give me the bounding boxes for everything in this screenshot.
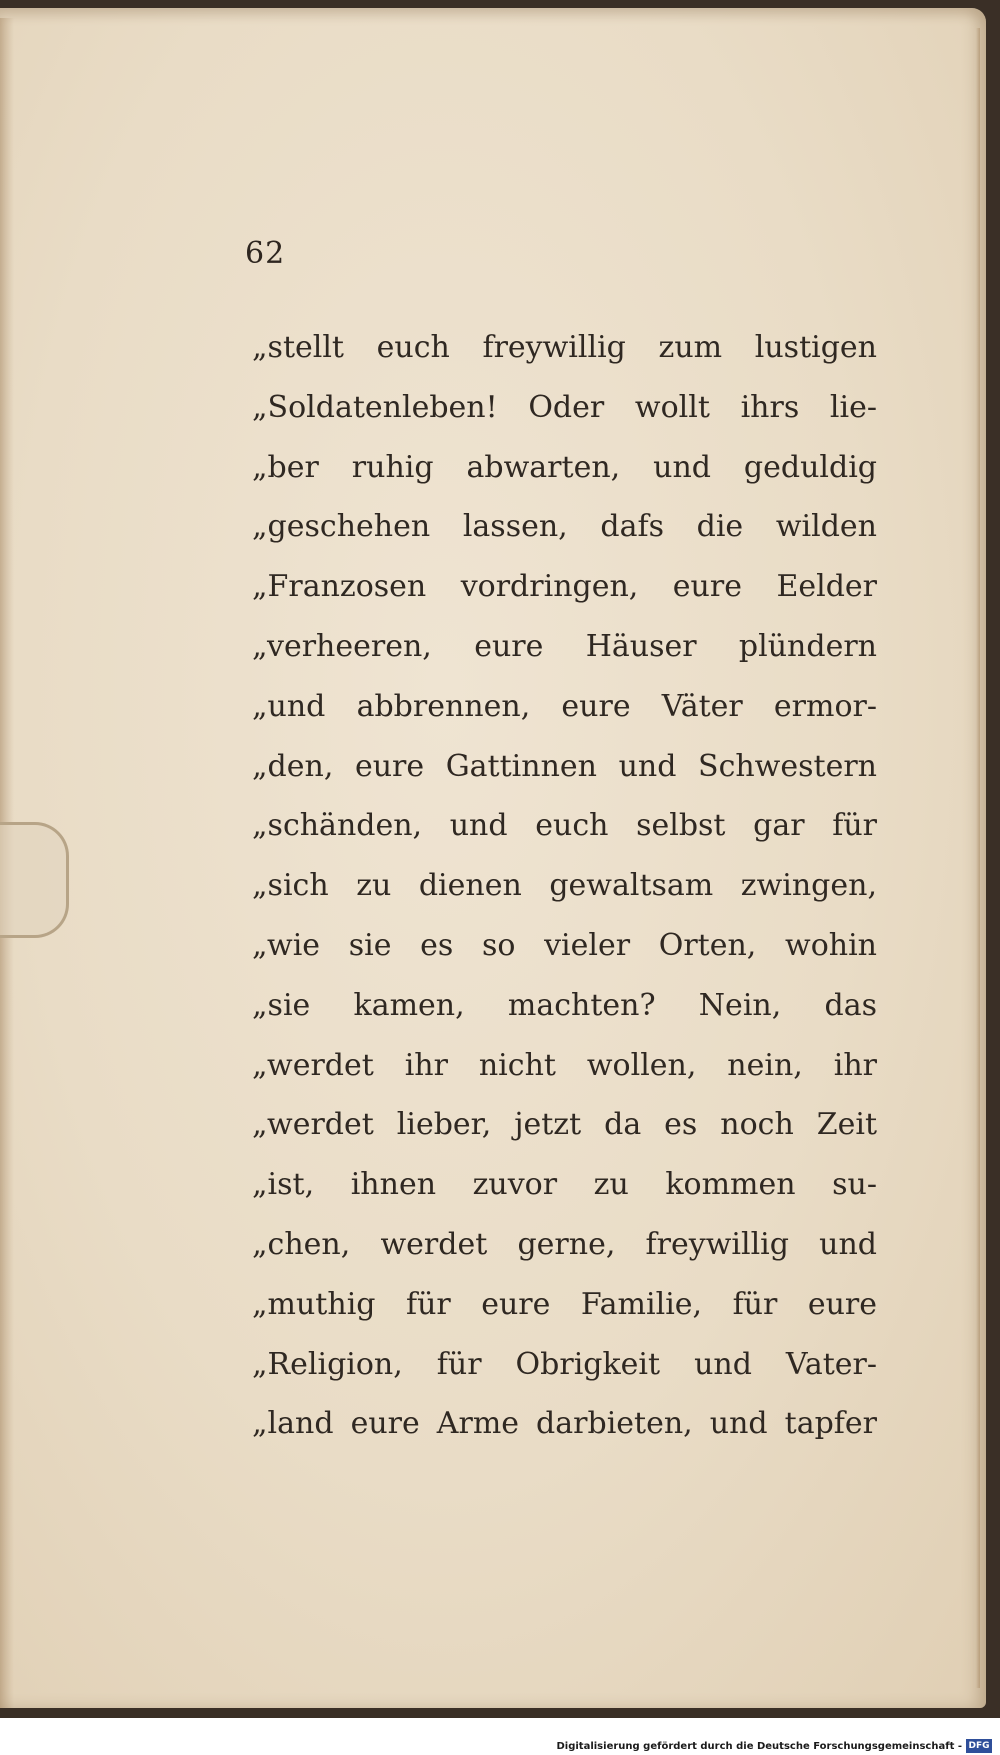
page-number: 62 [245, 236, 286, 271]
text-line: „ist, ihnen zuvor zu kommen su- [252, 1167, 877, 1203]
text-line: „Soldatenleben! Oder wollt ihrs lie- [252, 389, 877, 425]
text-line: „stellt euch freywillig zum lustigen [252, 330, 877, 365]
text-line: „Religion, für Obrigkeit und Vater- [252, 1346, 877, 1382]
text-line: „Franzosen vordringen, eure Eelder [252, 569, 877, 605]
body-text [252, 318, 877, 1454]
text-line: „wie sie es so vieler Orten, wohin [252, 927, 877, 963]
text-line: „werdet ihr nicht wollen, nein, ihr [252, 1047, 877, 1083]
page-edge [976, 28, 980, 1688]
clip-mark [0, 822, 69, 938]
text-line: „chen, werdet gerne, freywillig und [252, 1226, 877, 1262]
text-line: „sie kamen, machten? Nein, das [252, 987, 877, 1023]
text-line: „und abbrennen, eure Väter ermor- [252, 688, 877, 724]
text-line: „ber ruhig abwarten, und geduldig [252, 449, 877, 485]
text-line: „muthig für eure Familie, für eure [252, 1286, 877, 1322]
text-line: „den, eure Gattinnen und Schwestern [252, 748, 877, 784]
text-line: „geschehen lassen, dafs die wilden [252, 509, 877, 545]
digitization-credit: Digitalisierung gefördert durch die Deutsche Forschungsgemeinschaft - [556, 1741, 962, 1752]
text-line: „land eure Arme darbieten, und tapfer [252, 1406, 877, 1442]
text-line: „schänden, und euch selbst gar für [252, 808, 877, 844]
text-line: „verheeren, eure Häuser plündern [252, 628, 877, 664]
text-line: „sich zu dienen gewaltsam zwingen, [252, 868, 877, 904]
text-line: „werdet lieber, jetzt da es noch Zeit [252, 1107, 877, 1143]
dfg-logo: DFG [966, 1739, 992, 1753]
